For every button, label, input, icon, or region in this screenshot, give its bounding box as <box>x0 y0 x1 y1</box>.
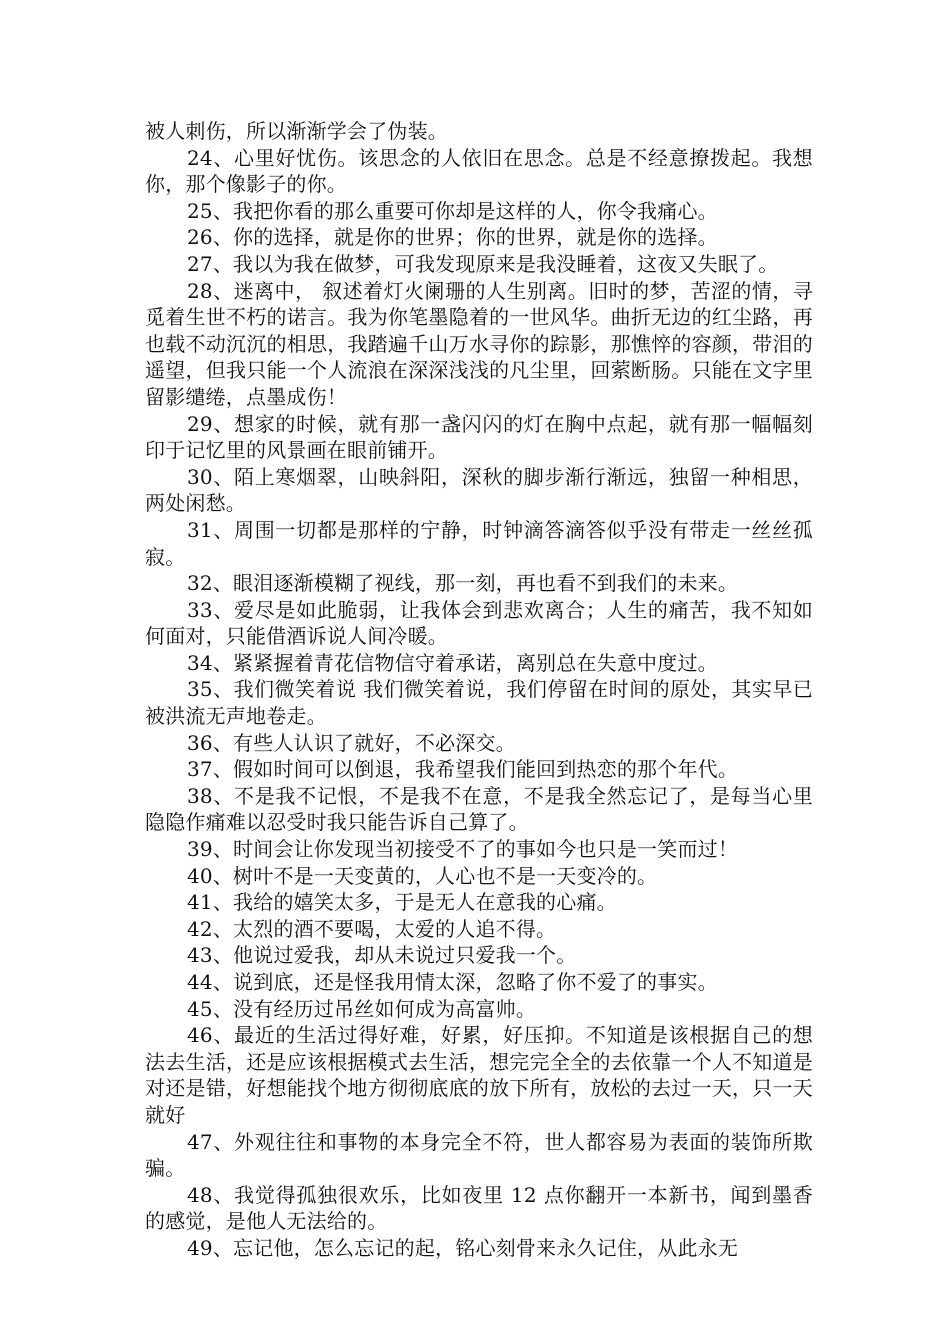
paragraph-31: 31、周围一切都是那样的宁静，时钟滴答滴答似乎没有带走一丝丝孤寂。 <box>145 517 813 569</box>
paragraph-45: 45、没有经历过吊丝如何成为高富帅。 <box>187 996 537 1021</box>
paragraph-41: 41、我给的嬉笑太多，于是无人在意我的心痛。 <box>187 890 617 915</box>
paragraph-35: 35、我们微笑着说 我们微笑着说，我们停留在时间的原处，其实早已被洪流无声地卷走。 <box>145 677 813 729</box>
paragraph-42: 42、太烈的酒不要喝，太爱的人追不得。 <box>187 916 557 941</box>
paragraph-24: 24、心里好忧伤。该思念的人依旧在思念。总是不经意撩拨起。我想你，那个像影子的你。 <box>145 145 813 197</box>
paragraph-38: 38、不是我不记恨，不是我不在意，不是我全然忘记了，是每当心里隐隐作痛难以忍受时我只能告诉自己算了。 <box>145 783 813 835</box>
paragraph-48: 48、我觉得孤独很欢乐，比如夜里 12 点你翻开一本新书，闻到墨香的感觉，是他人无法给的。 <box>145 1182 813 1234</box>
paragraph-46: 46、最近的生活过得好难，好累，好压抑。不知道是该根据自己的想法去生活，还是应该根据模式去生活，想完完全全的去依靠一个人不知道是对还是错，好想能找个地方彻彻底底的放下所有，放松的去过一天，只一天就好 <box>145 1023 813 1127</box>
paragraph-34: 34、紧紧握着青花信物信守着承诺，离别总在失意中度过。 <box>187 650 718 675</box>
paragraph-33: 33、爱尽是如此脆弱，让我体会到悲欢离合；人生的痛苦，我不知如何面对，只能借酒诉说人间冷暖。 <box>145 597 813 649</box>
paragraph-29: 29、想家的时候，就有那一盏闪闪的灯在胸中点起，就有那一幅幅刻印于记忆里的风景画在眼前铺开。 <box>145 411 813 463</box>
paragraph-39: 39、时间会让你发现当初接受不了的事如今也只是一笑而过！ <box>187 837 739 862</box>
paragraph-47: 47、外观往往和事物的本身完全不符，世人都容易为表面的装饰所欺骗。 <box>145 1129 813 1181</box>
paragraph-32: 32、眼泪逐渐模糊了视线，那一刻，再也看不到我们的未来。 <box>187 571 739 596</box>
paragraph-49: 49、忘记他，怎么忘记的起，铭心刻骨来永久记住，从此永无 <box>187 1235 739 1260</box>
paragraph-26: 26、你的选择，就是你的世界；你的世界，就是你的选择。 <box>187 225 718 250</box>
paragraph-25: 25、我把你看的那么重要可你却是这样的人，你令我痛心。 <box>187 198 718 223</box>
paragraph-36: 36、有些人认识了就好，不必深交。 <box>187 730 516 755</box>
paragraph-27: 27、我以为我在做梦，可我发现原来是我没睡着，这夜又失眠了。 <box>187 251 779 276</box>
paragraph-44: 44、说到底，还是怪我用情太深，忽略了你不爱了的事实。 <box>187 970 718 994</box>
document-page <box>145 118 813 1262</box>
paragraph-37: 37、假如时间可以倒退，我希望我们能回到热恋的那个年代。 <box>187 757 739 782</box>
paragraph-28: 28、迷离中， 叙述着灯火阑珊的人生别离。旧时的梦，苦涩的情，寻觅着生世不朽的诺言。我为你笔墨隐着的一世风华。曲折无边的红尘路，再也载不动沉沉的相思，我踏遍千山万水寻你的踪影，那憔悴的容颜，带泪的遥望，但我只能一个人流浪在深深浅浅的凡尘里，回萦断肠。只能在文字里留影缱绻，点墨成伤！ <box>145 278 813 409</box>
paragraph-continuation: 被人刺伤，所以渐渐学会了伪装。 <box>145 119 448 143</box>
paragraph-30: 30、陌上寒烟翠，山映斜阳，深秋的脚步渐行渐远，独留一种相思，两处闲愁。 <box>145 464 813 516</box>
paragraph-43: 43、他说过爱我，却从未说过只爱我一个。 <box>187 943 577 968</box>
paragraph-40: 40、树叶不是一天变黄的，人心也不是一天变冷的。 <box>187 863 658 888</box>
